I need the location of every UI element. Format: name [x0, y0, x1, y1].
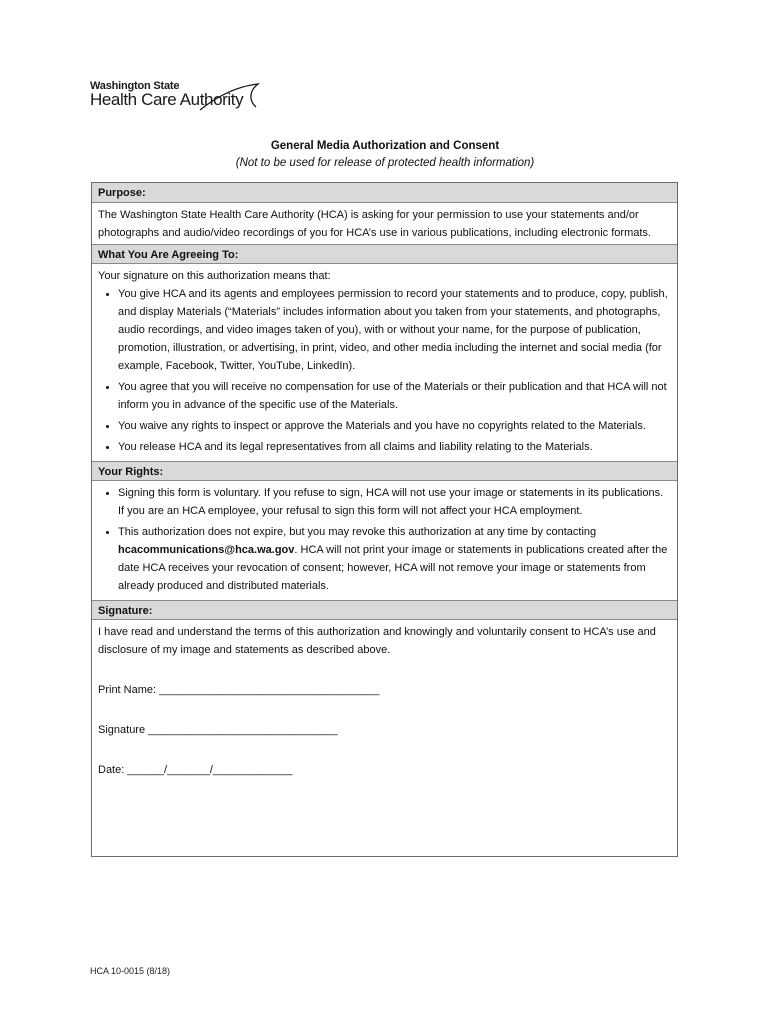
logo-swoosh-icon: [90, 80, 270, 114]
consent-form: [91, 182, 678, 857]
rights-list: [98, 484, 671, 595]
list-item: • You waive any rights to inspect or approve the Materials and you have no copyrights related to the Materials.: [118, 417, 671, 435]
date-field[interactable]: Date: ______/_______/_____________: [98, 764, 293, 776]
signature-text: I have read and understand the terms of this authorization and knowingly and voluntarily consent to HCA’s use and disclosure of my image and statements as described above.: [98, 626, 656, 656]
agreeing-list: [98, 285, 671, 456]
document-subtitle: (Not to be used for release of protected health information): [235, 157, 535, 169]
list-item: • Signing this form is voluntary. If you refuse to sign, HCA will not use your image or statements in its publications. If you are an HCA employee, your refusal to sign this form will not affect your HCA employment.: [118, 484, 671, 520]
contact-email-link[interactable]: hcacommunications@hca.wa.gov: [118, 544, 295, 556]
document-title: General Media Authorization and Consent: [270, 140, 500, 152]
rights-item2-after: . HCA will not print your image or statements in publications created after the date HCA receives your revocation of consent; however, HCA will not remove your image or statements from already produced and distributed materials.: [118, 544, 668, 592]
agreeing-intro: Your signature on this authorization means that:: [98, 270, 331, 282]
purpose-heading: Purpose:: [92, 183, 677, 203]
signature-field[interactable]: Signature _______________________________: [98, 724, 338, 736]
list-item: [118, 523, 671, 595]
form-number: HCA 10-0015 (8/18): [90, 966, 171, 976]
agreeing-heading: What You Are Agreeing To:: [92, 244, 677, 264]
list-item: • You release HCA and its legal representatives from all claims and liability relating to the Materials.: [118, 438, 671, 456]
signature-heading: Signature:: [92, 600, 677, 620]
print-name-field[interactable]: Print Name: ____________________________________: [98, 684, 380, 696]
logo-line-2: Health Care Authority: [90, 90, 244, 109]
list-item: • You agree that you will receive no compensation for use of the Materials or their publication and that HCA will not inform you in advance of the specific use of the Materials.: [118, 378, 671, 414]
purpose-text: The Washington State Health Care Authority (HCA) is asking for your permission to use your statements and/or photographs and audio/video recordings of you for HCA’s use in various publications, including electronic formats.: [98, 209, 651, 239]
purpose-body: [92, 203, 677, 244]
list-item: • You give HCA and its agents and employees permission to record your statements and to produce, copy, publish, and display Materials (“Materials” includes information about you taken from your statements, and photographs, audio recordings, and video images taken of you), with or without your name, for the purpose of publication, promotion, illustration, or advertising, in print, video, and other media including the internet and social media (for example, Facebook, Twitter, YouTube, LinkedIn).: [118, 285, 671, 375]
hca-logo: [90, 80, 270, 114]
logo-line-1: Washington State: [90, 80, 180, 92]
signature-body: [92, 620, 677, 781]
rights-item2-before: This authorization does not expire, but you may revoke this authorization at any time by contacting: [118, 526, 597, 538]
rights-body: [92, 481, 677, 600]
rights-heading: Your Rights:: [92, 461, 677, 481]
agreeing-body: [92, 264, 677, 461]
